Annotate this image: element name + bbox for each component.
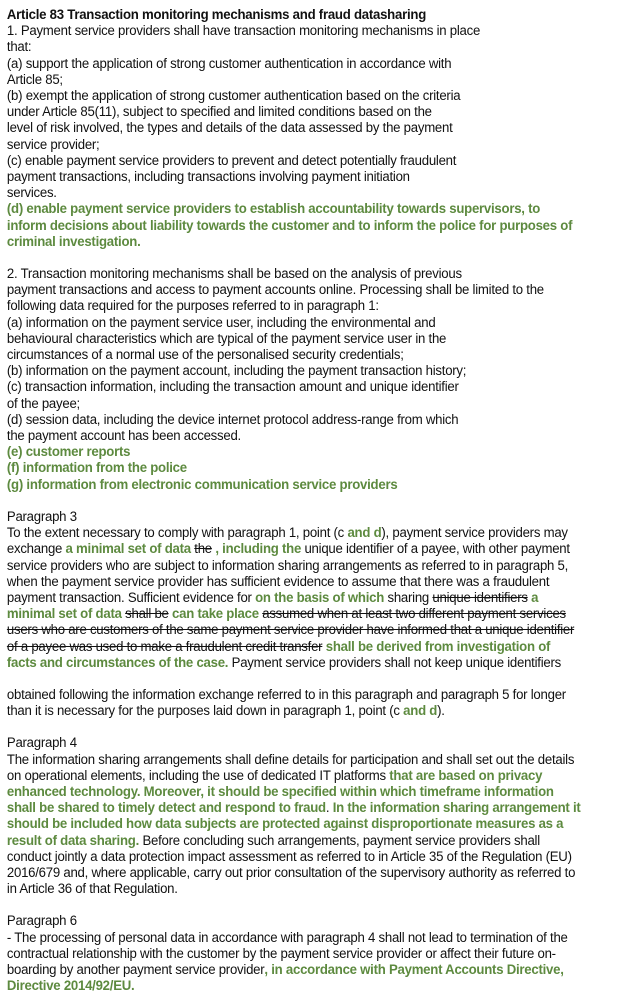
deleted-text: users who are customers of the same payment service provider have informed that a unique identifier <box>6 622 575 638</box>
text-line <box>7 266 631 282</box>
text-line <box>7 687 631 703</box>
text-line <box>7 201 631 217</box>
text-line <box>7 703 631 719</box>
text-line <box>7 347 631 363</box>
paragraph-1 <box>7 23 631 250</box>
text-line <box>7 120 631 136</box>
text-line <box>7 525 631 541</box>
text-segment: contractual relationship with the customer by the payment service provider or affect their future on- <box>6 945 556 961</box>
paragraph-4 <box>7 752 631 898</box>
inserted-text: In the information sharing arrangement it <box>332 800 581 816</box>
text-line <box>7 962 631 978</box>
inserted-text: (d) enable payment service providers to establish accountability towards supervisors, to <box>6 201 541 217</box>
text-segment: 2016/679 and, where applicable, carry out prior consultation of the supervisory authority as referred to <box>6 864 576 880</box>
text-segment: (b) exempt the application of strong customer authentication based on the criteria <box>6 88 461 104</box>
spacer <box>7 671 631 687</box>
text-segment: service providers who are subject to information sharing arrangements as referred to in paragraph 5, <box>6 557 569 573</box>
text-line <box>7 331 631 347</box>
text-line <box>7 153 631 169</box>
inserted-text: Directive 2014/92/EU. <box>6 978 135 994</box>
text-line <box>7 218 631 234</box>
text-segment: ), payment service providers may <box>381 525 568 541</box>
text-segment: on operational elements, including the use of dedicated IT platforms <box>6 767 390 783</box>
article-title: Article 83 Transaction monitoring mechanisms and fraud datasharing <box>6 7 427 22</box>
text-line <box>7 39 631 55</box>
text-line <box>7 639 631 655</box>
text-segment: (a) support the application of strong customer authentication in accordance with <box>6 55 452 71</box>
inserted-text: and d <box>403 703 438 719</box>
text-segment: unique identifier of a payee, with other payment <box>301 541 570 557</box>
inserted-text: should be included how data subjects are protected against disproportionate measures as a <box>6 816 564 832</box>
text-line <box>7 590 631 606</box>
deleted-text: of a payee was used to make a fraudulent credit transfer <box>6 638 323 654</box>
inserted-text: that are based on privacy <box>389 767 543 783</box>
text-line <box>7 946 631 962</box>
text-segment: payment transaction. Sufficient evidence for <box>6 589 256 605</box>
text-line <box>7 379 631 395</box>
inserted-text: , in accordance with Payment Accounts Directive, <box>264 961 564 977</box>
text-line <box>7 881 631 897</box>
text-line <box>7 137 631 153</box>
spacer <box>7 897 631 913</box>
text-segment: that: <box>6 39 32 55</box>
text-line <box>7 104 631 120</box>
text-segment: (c) enable payment service providers to prevent and detect potentially fraudulent <box>6 152 457 168</box>
text-segment: service provider; <box>6 136 100 152</box>
text-segment: conduct jointly a data protection impact assessment as referred to in Article 35 of the Regulation (EU) <box>6 848 572 864</box>
text-line <box>7 396 631 412</box>
paragraph-4-heading: Paragraph 4 <box>6 735 77 751</box>
text-line <box>7 444 631 460</box>
text-segment: - The processing of personal data in accordance with paragraph 4 shall not lead to termination of the <box>6 929 568 945</box>
deleted-text: shall be <box>125 606 169 622</box>
paragraph-3-heading: Paragraph 3 <box>6 508 77 524</box>
text-line <box>7 800 631 816</box>
text-line <box>7 574 631 590</box>
spacer <box>7 250 631 266</box>
text-segment: under Article 85(11), subject to specified and limited conditions based on the <box>6 104 432 120</box>
text-line <box>7 169 631 185</box>
text-segment: behavioural characteristics which are typical of the payment service user in the <box>6 330 447 346</box>
text-line <box>7 428 631 444</box>
inserted-text: minimal set of data <box>6 606 122 622</box>
inserted-text: on the basis of which <box>255 589 385 605</box>
text-line <box>7 460 631 476</box>
inserted-text: a <box>531 589 539 605</box>
text-line <box>7 768 631 784</box>
text-segment: (d) session data, including the device internet protocol address-range from which <box>6 411 459 427</box>
text-segment: circumstances of a normal use of the personalised security credentials; <box>6 347 404 363</box>
deleted-text: unique identifiers <box>432 589 528 605</box>
text-segment: exchange <box>6 541 66 557</box>
paragraph-3-continued <box>7 687 631 719</box>
text-segment: To the extent necessary to comply with paragraph 1, point (c <box>6 525 348 541</box>
inserted-text: criminal investigation. <box>6 233 141 249</box>
text-line <box>7 833 631 849</box>
text-line <box>7 23 631 39</box>
text-line <box>7 784 631 800</box>
deleted-text: the <box>194 541 212 557</box>
text-line <box>7 88 631 104</box>
text-segment: 2. Transaction monitoring mechanisms shall be based on the analysis of previous <box>6 266 462 282</box>
text-line <box>7 816 631 832</box>
text-line <box>7 56 631 72</box>
inserted-text: facts and circumstances of the case. <box>6 654 229 670</box>
inserted-text: can take place <box>172 606 259 622</box>
text-segment: level of risk involved, the types and details of the data assessed by the payment <box>6 120 453 136</box>
text-segment: of the payee; <box>6 395 80 411</box>
text-segment: ). <box>437 703 445 719</box>
text-segment: (a) information on the payment service user, including the environmental and <box>6 314 436 330</box>
text-line <box>7 282 631 298</box>
text-line <box>7 412 631 428</box>
text-line <box>7 606 631 622</box>
text-line <box>7 541 631 557</box>
inserted-text: and d <box>347 525 382 541</box>
text-segment: obtained following the information exchange referred to in this paragraph and paragraph 5 for longer <box>6 686 566 702</box>
text-segment: payment transactions, including transactions involving payment initiation <box>6 169 410 185</box>
text-segment: when the payment service provider has sufficient evidence to assume that there was a fraudulent <box>6 573 550 589</box>
paragraph-6 <box>7 930 631 994</box>
text-segment: services. <box>6 185 57 201</box>
paragraph-2 <box>7 266 631 493</box>
text-segment: sharing <box>384 589 433 605</box>
text-line <box>7 72 631 88</box>
spacer <box>7 719 631 735</box>
inserted-text: (g) information from electronic communication service providers <box>6 476 398 492</box>
paragraph-6-heading: Paragraph 6 <box>6 913 77 929</box>
inserted-text: (e) customer reports <box>6 444 131 460</box>
text-segment: Payment service providers shall not keep unique identifiers <box>228 654 561 670</box>
paragraph-3 <box>7 525 631 671</box>
text-line <box>7 315 631 331</box>
text-line <box>7 655 631 671</box>
text-line <box>7 849 631 865</box>
text-segment: (c) transaction information, including the transaction amount and unique identifier <box>6 379 459 395</box>
text-segment: Article 85; <box>6 71 63 87</box>
inserted-text: , including the <box>215 541 302 557</box>
inserted-text: shall be derived from investigation of <box>325 638 551 654</box>
inserted-text: enhanced technology. Moreover, it should be specified within which timeframe information <box>6 783 554 799</box>
text-segment: The information sharing arrangements shall define details for participation and shall set out the details <box>6 751 575 767</box>
text-segment: in Article 36 of that Regulation. <box>6 881 178 897</box>
text-segment: following data required for the purposes referred to in paragraph 1: <box>6 298 379 314</box>
text-line <box>7 930 631 946</box>
text-segment: 1. Payment service providers shall have transaction monitoring mechanisms in place <box>6 23 481 39</box>
text-line <box>7 363 631 379</box>
text-segment: (b) information on the payment account, including the payment transaction history; <box>6 363 467 379</box>
spacer <box>7 493 631 509</box>
text-segment: boarding by another payment service provider <box>6 961 265 977</box>
text-segment: than it is necessary for the purposes laid down in paragraph 1, point (c <box>6 703 404 719</box>
text-line <box>7 477 631 493</box>
deleted-text: assumed when at least two different payment services <box>262 606 566 622</box>
text-line <box>7 978 631 994</box>
text-line <box>7 865 631 881</box>
inserted-text: result of data sharing. <box>6 832 140 848</box>
inserted-text: inform decisions about liability towards the customer and to inform the police for purposes of <box>6 217 573 233</box>
inserted-text: a minimal set of data <box>65 541 191 557</box>
text-segment: . <box>325 800 333 816</box>
text-line <box>7 185 631 201</box>
text-line <box>7 558 631 574</box>
text-segment: Before concluding such arrangements, payment service providers shall <box>139 832 540 848</box>
text-segment: the payment account has been accessed. <box>6 428 241 444</box>
text-line <box>7 298 631 314</box>
text-line <box>7 752 631 768</box>
text-segment: payment transactions and access to payment accounts online. Processing shall be limited to the <box>6 282 544 298</box>
inserted-text: (f) information from the police <box>6 460 187 476</box>
text-line <box>7 622 631 638</box>
text-line <box>7 234 631 250</box>
inserted-text: shall be shared to timely detect and respond to fraud <box>6 800 326 816</box>
